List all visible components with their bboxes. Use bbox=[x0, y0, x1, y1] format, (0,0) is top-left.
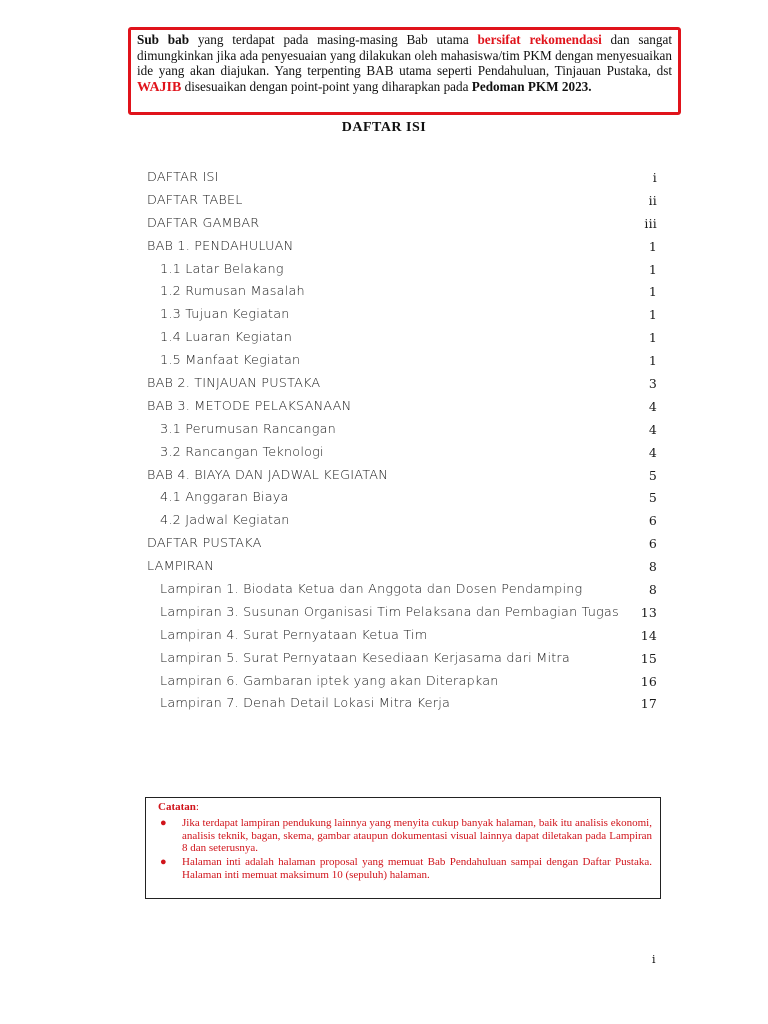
toc-entry-label: 3.2 Rancangan Teknologi bbox=[160, 444, 324, 460]
note-item-text: Jika terdapat lampiran pendukung lainnya yang menyita cukup banyak halaman, baik itu analisis ekonomi, analisis teknik, bagan, skema, gambar ataupun dokumentasi visual lainnya dapat diletakan pada Lampiran 8 dan seterusnya. bbox=[182, 816, 652, 855]
toc-entry-page: 8 bbox=[648, 559, 657, 575]
notice-subbab: Sub bab bbox=[137, 32, 190, 47]
toc-entry[interactable] bbox=[147, 372, 657, 395]
toc-entry-label: DAFTAR ISI bbox=[147, 169, 219, 185]
toc-entry-page: 1 bbox=[648, 261, 657, 277]
toc-entry-label: Lampiran 7. Denah Detail Lokasi Mitra Kerja bbox=[160, 696, 451, 712]
toc-entry[interactable] bbox=[147, 303, 657, 326]
toc-entry-page: 4 bbox=[648, 444, 657, 460]
toc-entry[interactable] bbox=[147, 235, 657, 258]
note-item bbox=[158, 856, 652, 882]
notice-highlight-wajib: WAJIB bbox=[137, 79, 182, 95]
toc-entry-page: 1 bbox=[648, 307, 657, 323]
toc-entry-label: BAB 1. PENDAHULUAN bbox=[147, 238, 294, 254]
toc-entry-page: 6 bbox=[648, 536, 657, 552]
toc-entry[interactable] bbox=[147, 601, 657, 624]
toc-entry-label: 1.4 Luaran Kegiatan bbox=[160, 330, 293, 346]
toc-entry-page: ii bbox=[648, 192, 657, 208]
toc-entry-label: 1.5 Manfaat Kegiatan bbox=[160, 353, 301, 369]
notice-highlight-rekomendasi: bersifat rekomendasi bbox=[477, 32, 602, 47]
toc-entry-label: Lampiran 4. Surat Pernyataan Ketua Tim bbox=[160, 627, 428, 643]
toc-entry-page: 4 bbox=[648, 398, 657, 414]
toc-entry[interactable] bbox=[147, 464, 657, 487]
toc-entry[interactable] bbox=[147, 578, 657, 601]
toc-entry-label: 4.2 Jadwal Kegiatan bbox=[160, 513, 290, 529]
toc-entry-label: 3.1 Perumusan Rancangan bbox=[160, 421, 336, 437]
notice-text-part: dan sangat dimungkinkan jika ada penyesuaian yang dilakukan oleh mahasiswa/tim PKM dengan menyesuaikan ide yang akan diajukan. Yang terpenting BAB utama seperti Pendahuluan, Tinjauan Pustaka, dst bbox=[137, 32, 673, 79]
bullet-icon: ● bbox=[160, 816, 167, 829]
note-list bbox=[158, 817, 652, 882]
toc-entry-page: 3 bbox=[648, 375, 657, 391]
table-of-contents bbox=[147, 166, 657, 715]
toc-entry[interactable] bbox=[147, 486, 657, 509]
note-heading-colon: : bbox=[195, 801, 199, 813]
recommendation-notice-box bbox=[128, 27, 681, 115]
toc-entry-label: DAFTAR TABEL bbox=[147, 192, 243, 208]
toc-entry[interactable] bbox=[147, 670, 657, 693]
toc-entry-page: 1 bbox=[648, 284, 657, 300]
toc-entry-page: 15 bbox=[640, 650, 657, 666]
toc-entry[interactable] bbox=[147, 349, 657, 372]
toc-entry-page: 4 bbox=[648, 421, 657, 437]
toc-entry-page: 1 bbox=[648, 238, 657, 254]
toc-entry-label: 1.3 Tujuan Kegiatan bbox=[160, 307, 290, 323]
toc-entry-page: iii bbox=[644, 215, 657, 231]
toc-entry[interactable] bbox=[147, 555, 657, 578]
toc-entry[interactable] bbox=[147, 212, 657, 235]
notice-text-part: yang terdapat pada masing-masing Bab utama bbox=[189, 32, 478, 47]
toc-entry-page: 8 bbox=[648, 581, 657, 597]
note-heading-label: Catatan bbox=[158, 801, 196, 813]
notice-text-part: disesuaikan dengan point-point yang diharapkan pada bbox=[181, 78, 472, 94]
toc-entry-page: i bbox=[652, 169, 657, 185]
page-number: i bbox=[652, 953, 656, 966]
toc-entry[interactable] bbox=[147, 647, 657, 670]
toc-entry-page: 1 bbox=[648, 353, 657, 369]
toc-entry-page: 13 bbox=[640, 604, 657, 620]
toc-entry[interactable] bbox=[147, 692, 657, 715]
toc-entry-page: 1 bbox=[648, 330, 657, 346]
note-heading bbox=[158, 801, 652, 814]
toc-entry-label: 1.2 Rumusan Masalah bbox=[160, 284, 305, 300]
toc-entry-page: 17 bbox=[640, 696, 657, 712]
toc-entry-label: 4.1 Anggaran Biaya bbox=[160, 490, 289, 506]
toc-entry-page: 6 bbox=[648, 513, 657, 529]
toc-entry[interactable] bbox=[147, 189, 657, 212]
toc-entry[interactable] bbox=[147, 509, 657, 532]
toc-entry[interactable] bbox=[147, 418, 657, 441]
page-title: DAFTAR ISI bbox=[341, 120, 427, 135]
toc-entry[interactable] bbox=[147, 258, 657, 281]
toc-entry-label: DAFTAR PUSTAKA bbox=[147, 536, 262, 552]
notice-text bbox=[137, 30, 672, 95]
toc-entry[interactable] bbox=[147, 280, 657, 303]
toc-entry-label: BAB 4. BIAYA DAN JADWAL KEGIATAN bbox=[147, 467, 388, 483]
toc-entry-page: 14 bbox=[640, 627, 657, 643]
notice-pedoman: Pedoman PKM 2023. bbox=[471, 78, 592, 94]
note-item-text: Halaman inti adalah halaman proposal yang memuat Bab Pendahuluan sampai dengan Daftar Pustaka. Halaman inti memuat maksimum 10 (sepuluh) halaman. bbox=[182, 856, 652, 881]
toc-entry-label: Lampiran 3. Susunan Organisasi Tim Pelaksana dan Pembagian Tugas bbox=[160, 604, 619, 620]
toc-entry-label: Lampiran 6. Gambaran iptek yang akan Diterapkan bbox=[160, 673, 499, 689]
note-item bbox=[158, 817, 652, 855]
toc-entry-label: Lampiran 5. Surat Pernyataan Kesediaan Kerjasama dari Mitra bbox=[160, 650, 570, 666]
bullet-icon: ● bbox=[160, 856, 167, 869]
toc-entry-page: 5 bbox=[648, 467, 657, 483]
note-box bbox=[145, 797, 661, 899]
toc-entry[interactable] bbox=[147, 532, 657, 555]
toc-entry[interactable] bbox=[147, 326, 657, 349]
toc-entry[interactable] bbox=[147, 166, 657, 189]
toc-entry-label: DAFTAR GAMBAR bbox=[147, 215, 260, 231]
toc-entry[interactable] bbox=[147, 395, 657, 418]
toc-entry-label: Lampiran 1. Biodata Ketua dan Anggota dan Dosen Pendamping bbox=[160, 581, 583, 597]
toc-entry-page: 16 bbox=[640, 673, 657, 689]
toc-entry-label: LAMPIRAN bbox=[147, 559, 215, 575]
toc-entry-label: BAB 3. METODE PELAKSANAAN bbox=[147, 398, 352, 414]
toc-entry-label: BAB 2. TINJAUAN PUSTAKA bbox=[147, 375, 321, 391]
toc-entry-label: 1.1 Latar Belakang bbox=[160, 261, 284, 277]
toc-entry[interactable] bbox=[147, 624, 657, 647]
toc-entry[interactable] bbox=[147, 441, 657, 464]
toc-entry-page: 5 bbox=[648, 490, 657, 506]
